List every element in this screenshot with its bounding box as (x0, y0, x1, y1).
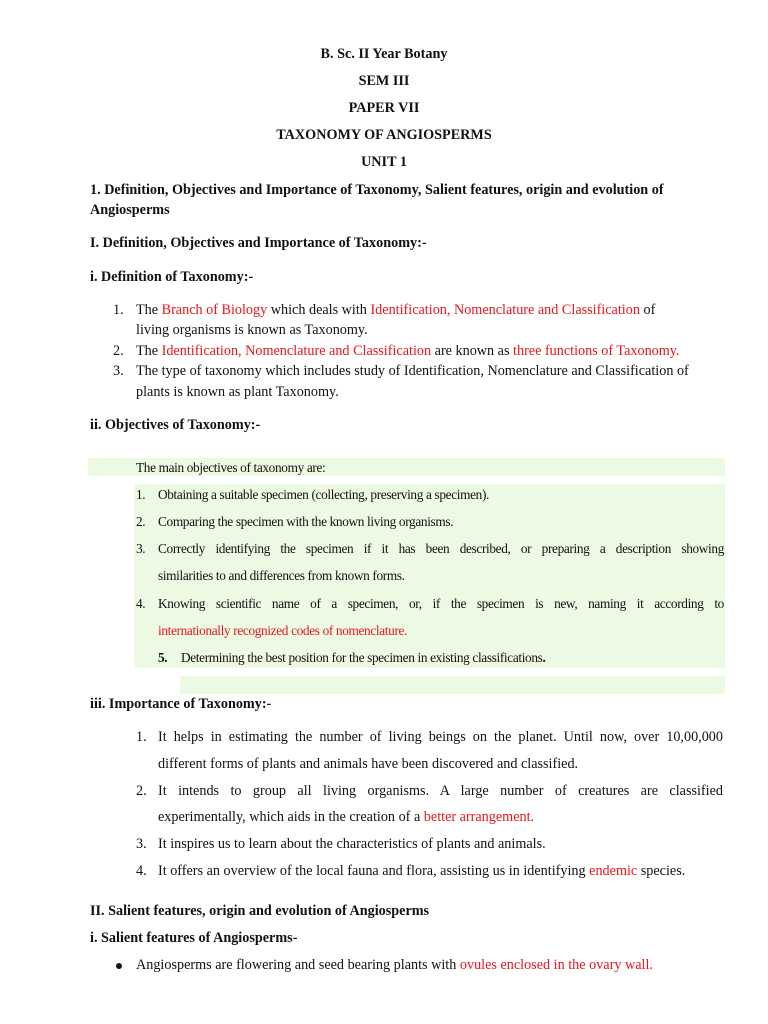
semester-title: SEM III (358, 73, 410, 89)
objectives-heading: ii. Objectives of Taxonomy:- (90, 417, 261, 433)
unit-title: UNIT 1 (361, 154, 407, 170)
list-number: 1. (136, 729, 147, 745)
objective-item-4-cont: internationally recognized codes of nomenclature. (158, 623, 408, 638)
importance-item-4: It offers an overview of the local fauna and flora, assisting us in identifying endemic species. (158, 863, 686, 879)
highlight-term: Identification, Nomenclature and Classification (161, 343, 432, 359)
definition-item-3: The type of taxonomy which includes study of Identification, Nomenclature and Classification of (136, 363, 689, 379)
list-number: 5. (158, 650, 168, 665)
objective-item-4: Knowing scientific name of a specimen, or, if the specimen is new, naming it according to (158, 596, 724, 611)
importance-item-1: It helps in estimating the number of living beings on the planet. Until now, over 10,00,000 (158, 729, 723, 745)
importance-item-2: It intends to group all living organisms. A large number of creatures are classified (158, 783, 723, 799)
objective-item-3: Correctly identifying the specimen if it has been described, or preparing a description showing (158, 541, 724, 556)
list-number: 2. (136, 783, 147, 799)
list-number: 3. (136, 836, 147, 852)
course-title: B. Sc. II Year Botany (320, 46, 448, 62)
chapter-title-line2: Angiosperms (90, 202, 170, 218)
objective-item-2: Comparing the specimen with the known living organisms. (158, 514, 454, 529)
definition-item-1: The Branch of Biology which deals with Identification, Nomenclature and Classification of (136, 302, 656, 318)
bullet-icon (116, 963, 122, 969)
chapter-title-line1: 1. Definition, Objectives and Importance of Taxonomy, Salient features, origin and evolution of (90, 182, 664, 198)
salient-item-1: Angiosperms are flowering and seed bearing plants with ovules enclosed in the ovary wall. (136, 957, 653, 973)
definition-item-2: The Identification, Nomenclature and Classification are known as three functions of Taxonomy. (136, 343, 680, 359)
highlight-term: Branch of Biology (161, 302, 268, 318)
definition-heading: i. Definition of Taxonomy:- (90, 269, 254, 285)
highlight-band (180, 676, 725, 694)
section-heading-2: II. Salient features, origin and evolution of Angiosperms (90, 903, 430, 919)
objective-item-5: Determining the best position for the specimen in existing classifications. (181, 650, 546, 665)
importance-item-3: It inspires us to learn about the characteristics of plants and animals. (158, 836, 546, 852)
importance-item-1-cont: different forms of plants and animals have been discovered and classified. (158, 756, 579, 772)
highlight-term: better arrangement (423, 809, 531, 825)
list-number: 4. (136, 596, 146, 611)
importance-item-2-cont: experimentally, which aids in the creation of a better arrangement. (158, 809, 535, 825)
importance-heading: iii. Importance of Taxonomy:- (90, 696, 272, 712)
objective-item-3-cont: similarities to and differences from known forms. (158, 568, 405, 583)
definition-item-3-cont: plants is known as plant Taxonomy. (136, 384, 339, 400)
list-number: 1. (136, 487, 146, 502)
list-number: 2. (113, 343, 124, 359)
list-number: 1. (113, 302, 124, 318)
highlight-term: ovules enclosed in the ovary wall (459, 957, 650, 973)
objectives-intro: The main objectives of taxonomy are: (136, 460, 326, 475)
list-number: 3. (113, 363, 124, 379)
list-number: 4. (136, 863, 147, 879)
highlight-term: internationally recognized codes of nomenclature (158, 623, 405, 638)
list-number: 2. (136, 514, 146, 529)
list-number: 3. (136, 541, 146, 556)
paper-title: PAPER VII (348, 100, 420, 116)
highlight-term: endemic (589, 863, 638, 879)
objective-item-1: Obtaining a suitable specimen (collecting, preserving a specimen). (158, 487, 489, 502)
definition-item-1-cont: living organisms is known as Taxonomy. (136, 322, 368, 338)
highlight-term: three functions of Taxonomy (513, 343, 676, 359)
highlight-term: Identification, Nomenclature and Classification (370, 302, 640, 318)
salient-heading: i. Salient features of Angiosperms- (90, 930, 298, 946)
subject-title: TAXONOMY OF ANGIOSPERMS (276, 127, 492, 143)
section-heading-1: I. Definition, Objectives and Importance of Taxonomy:- (90, 235, 427, 251)
